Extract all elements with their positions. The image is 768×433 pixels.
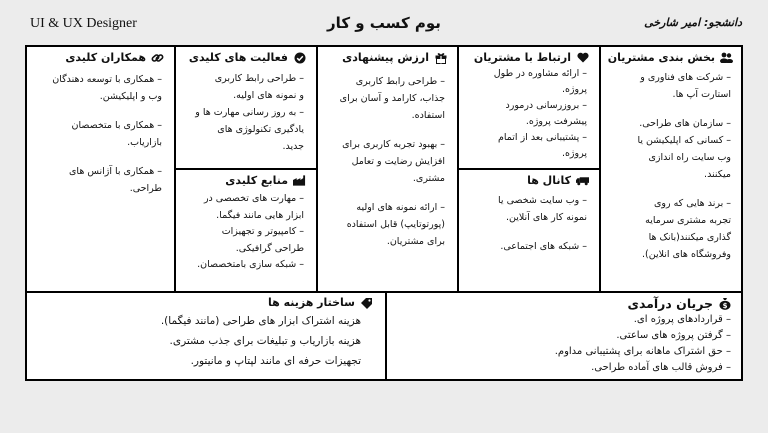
key-resources-title: منابع کلیدی <box>225 174 288 187</box>
list-item: – طراحی رابط کاربری و نمونه های اولیه. <box>214 73 304 101</box>
page-title: بوم کسب و کار <box>327 14 441 32</box>
tag-icon <box>360 297 373 308</box>
customer-relationships-title: ارتباط با مشتریان <box>473 51 571 64</box>
customer-relationships-list <box>467 66 587 162</box>
users-icon <box>720 52 733 63</box>
list-item: – شرکت های فناوری و استارت آپ ها. <box>640 72 731 100</box>
list-item: – همکاری با متخصصان بازاریاب. <box>71 120 162 148</box>
value-propositions-title: ارزش پیشنهادی <box>342 51 429 64</box>
list-item: – سازمان های طراحی. – کسانی که اپلیکیشن یا وب سایت راه اندازی میکنند. <box>637 118 731 180</box>
key-activities-list <box>184 70 304 155</box>
list-item: – فروش قالب های آماده طراحی. <box>591 362 731 373</box>
value-propositions-block <box>318 47 457 291</box>
value-propositions-list <box>326 73 445 250</box>
key-resources-block <box>174 170 318 291</box>
channels-block <box>457 170 601 291</box>
cost-structure-list <box>35 311 361 371</box>
list-item: – گرفتن پروژه های ساعتی. <box>616 330 731 341</box>
heart-icon <box>576 52 589 63</box>
revenue-streams-title: جریان درآمدی <box>627 296 713 311</box>
key-partners-title: همکاران کلیدی <box>65 51 146 64</box>
svg-text:$: $ <box>722 302 727 310</box>
business-model-canvas <box>25 45 743 381</box>
list-item: – کامپیوتر و تجهیزات طراحی گرافیکی. <box>221 226 304 254</box>
key-activities-block <box>174 47 318 170</box>
list-item: – مهارت های تخصصی در ابزار هایی مانند فیگما. <box>203 193 304 221</box>
check-circle-icon <box>293 52 306 63</box>
list-item: – شبکه سازی بامتخصصان. <box>197 259 304 270</box>
list-item: – قراردادهای پروژه ای. <box>633 314 731 325</box>
customer-relationships-block <box>457 47 601 170</box>
list-item: – پشتیبانی بعد از اتمام پروژه. <box>498 132 587 159</box>
list-item: – حق اشتراک ماهانه برای پشتیبانی مداوم. <box>554 346 731 357</box>
customer-segments-block <box>601 47 743 291</box>
list-item: – ارائه مشاوره در طول پروژه. <box>493 68 587 95</box>
list-item: – بهبود تجربه کاربری برای افزایش رضایت و تعامل مشتری. <box>342 139 445 184</box>
key-partners-block <box>27 47 174 291</box>
money-bag-icon <box>718 298 731 309</box>
list-item: هزینه اشتراک ابزار های طراحی (مانند فیگما). <box>160 315 361 327</box>
list-item: – طراحی رابط کاربری جذاب، کارامد و آسان برای استفاده. <box>339 76 445 121</box>
truck-icon <box>576 175 589 186</box>
factory-icon <box>293 175 306 186</box>
list-item: – به روز رسانی مهارت ها و یادگیری تکنولوژی های جدید. <box>195 107 304 152</box>
list-item: – همکاری با توسعه دهندگان وب و اپلیکیشن. <box>52 74 162 102</box>
key-activities-title: فعالیت های کلیدی <box>188 51 288 64</box>
cost-structure-block <box>27 291 385 381</box>
customer-segments-list <box>609 69 731 263</box>
list-item: – بروزرسانی درمورد پیشرفت پروژه. <box>505 100 587 127</box>
list-item: – شبکه های اجتماعی. <box>500 241 587 252</box>
channels-list <box>467 192 587 255</box>
revenue-streams-block <box>385 291 743 381</box>
student-name: دانشجو: امیر شارخی <box>644 16 742 29</box>
list-item: – ارائه نمونه های اولیه (پورتوتایپ) قابل استفاده برای مشتریان. <box>346 202 445 247</box>
gift-icon <box>434 52 447 63</box>
list-item: هزینه بازاریاب و تبلیغات برای جذب مشتری. <box>169 335 361 347</box>
list-item: – برند هایی که روی تجربه مشتری سرمایه گذاری میکنند(بانک ها وفروشگاه های انلاین). <box>642 198 731 260</box>
cost-structure-title: ساختار هزینه ها <box>267 296 355 309</box>
key-resources-list <box>184 191 304 274</box>
list-item: – وب سایت شخصی یا نمونه کار های آنلاین. <box>498 195 587 223</box>
channels-title: کانال ها <box>527 174 571 187</box>
list-item: تجهیزات حرفه ای مانند لپتاپ و مانیتور. <box>190 355 361 367</box>
link-icon <box>151 52 164 63</box>
revenue-streams-list <box>395 312 731 376</box>
customer-segments-title: بخش بندی مشتریان <box>607 51 715 64</box>
page-header <box>0 0 768 44</box>
list-item: – همکاری با آژانس های طراحی. <box>69 166 162 194</box>
designer-label: UI & UX Designer <box>30 16 137 31</box>
key-partners-list <box>35 71 162 197</box>
